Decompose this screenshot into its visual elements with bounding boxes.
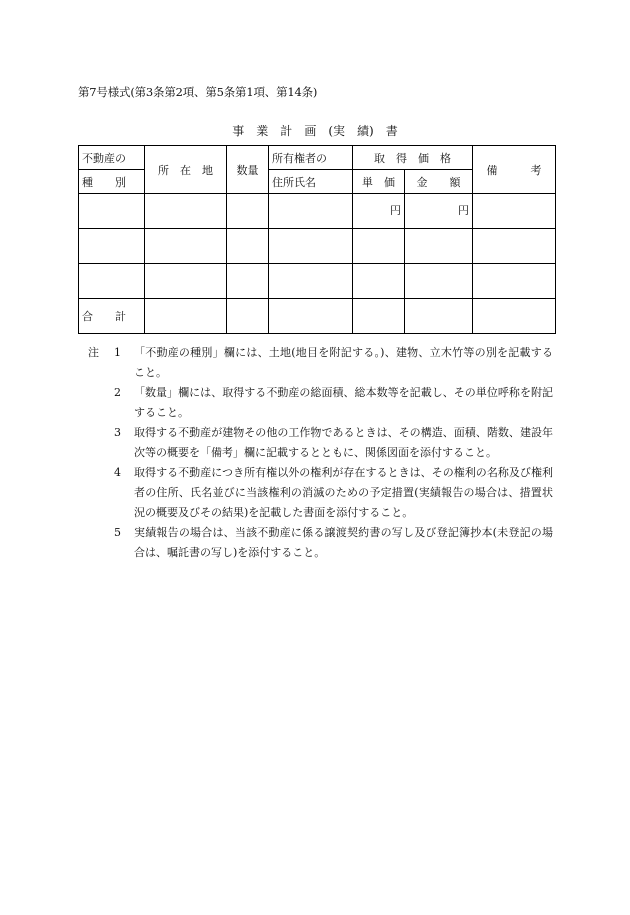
table-cell[interactable] bbox=[269, 194, 353, 229]
unit-yen-label: 円 bbox=[353, 194, 405, 229]
note-item bbox=[88, 523, 553, 563]
table-cell[interactable] bbox=[227, 194, 269, 229]
table-cell[interactable] bbox=[473, 264, 556, 299]
table-cell[interactable] bbox=[227, 229, 269, 264]
table-cell[interactable] bbox=[473, 194, 556, 229]
business-plan-table bbox=[78, 145, 556, 334]
table-cell[interactable] bbox=[145, 229, 227, 264]
note-text: 「不動産の種別」欄には、土地(地目を附記する。)、建物、立木竹等の別を記載すること。 bbox=[134, 346, 553, 379]
total-label: 合 計 bbox=[79, 299, 145, 334]
unit-yen-label: 円 bbox=[405, 194, 473, 229]
header-owner-line2: 住所氏名 bbox=[269, 170, 353, 194]
notes-lead: 注 bbox=[88, 346, 99, 359]
note-text: 取得する不動産につき所有権以外の権利が存在するときは、その権利の名称及び権利者の住所、氏名並びに当該権利の消滅のための予定措置(実績報告の場合は、措置状況の概要及びその結果)を記載した書面を添付すること。 bbox=[134, 466, 553, 519]
note-text: 「数量」欄には、取得する不動産の総面積、総本数等を記載し、その単位呼称を附記すること。 bbox=[134, 386, 553, 419]
table-cell[interactable] bbox=[353, 299, 405, 334]
table-cell[interactable] bbox=[269, 299, 353, 334]
header-type-line2: 種 別 bbox=[79, 170, 145, 194]
header-row bbox=[79, 146, 556, 170]
note-text: 取得する不動産が建物その他の工作物であるときは、その構造、面積、階数、建設年次等の概要を「備考」欄に記載するとともに、関係図面を添付すること。 bbox=[134, 426, 553, 459]
header-unit-price: 単 価 bbox=[353, 170, 405, 194]
header-owner-line1: 所有権者の bbox=[269, 146, 353, 170]
note-item bbox=[88, 423, 553, 463]
title-char: 計 bbox=[280, 124, 293, 138]
table-cell[interactable] bbox=[227, 299, 269, 334]
note-number: 1 bbox=[114, 346, 121, 359]
table-cell[interactable] bbox=[353, 229, 405, 264]
header-location: 所 在 地 bbox=[145, 146, 227, 194]
header-remarks: 備 考 bbox=[473, 146, 556, 194]
table-cell[interactable] bbox=[405, 264, 473, 299]
table-row bbox=[79, 264, 556, 299]
table-cell[interactable] bbox=[269, 229, 353, 264]
title-char: 績) bbox=[357, 124, 374, 138]
title-char: 業 bbox=[256, 124, 269, 138]
table-cell[interactable] bbox=[227, 264, 269, 299]
title-char: (実 bbox=[328, 124, 346, 138]
table-cell[interactable] bbox=[405, 299, 473, 334]
document-title bbox=[0, 122, 630, 139]
title-char: 画 bbox=[304, 124, 317, 138]
note-number: 3 bbox=[114, 426, 121, 439]
note-item bbox=[88, 383, 553, 423]
table-cell[interactable] bbox=[405, 229, 473, 264]
note-item bbox=[88, 343, 553, 383]
table-row bbox=[79, 194, 556, 229]
table-cell[interactable] bbox=[79, 229, 145, 264]
header-type-line1: 不動産の bbox=[79, 146, 145, 170]
table-cell[interactable] bbox=[353, 264, 405, 299]
header-quantity: 数量 bbox=[227, 146, 269, 194]
title-char: 書 bbox=[385, 124, 398, 138]
table-cell[interactable] bbox=[269, 264, 353, 299]
title-char: 事 bbox=[232, 124, 245, 138]
table-cell[interactable] bbox=[473, 229, 556, 264]
table-cell[interactable] bbox=[79, 194, 145, 229]
header-acquisition-price: 取 得 価 格 bbox=[353, 146, 473, 170]
header-amount: 金 額 bbox=[405, 170, 473, 194]
note-number: 4 bbox=[114, 466, 121, 479]
table-cell[interactable] bbox=[145, 194, 227, 229]
note-number: 2 bbox=[114, 386, 121, 399]
notes-section bbox=[88, 343, 553, 563]
note-number: 5 bbox=[114, 526, 121, 539]
table-cell[interactable] bbox=[473, 299, 556, 334]
note-item bbox=[88, 463, 553, 523]
note-text: 実績報告の場合は、当該不動産に係る譲渡契約書の写し及び登記簿抄本(未登記の場合は、嘱託書の写し)を添付すること。 bbox=[134, 526, 553, 559]
form-number: 第7号様式(第3条第2項、第5条第1項、第14条) bbox=[78, 85, 318, 99]
table-cell[interactable] bbox=[145, 264, 227, 299]
table-row bbox=[79, 229, 556, 264]
table-cell[interactable] bbox=[145, 299, 227, 334]
table-cell[interactable] bbox=[79, 264, 145, 299]
total-row bbox=[79, 299, 556, 334]
